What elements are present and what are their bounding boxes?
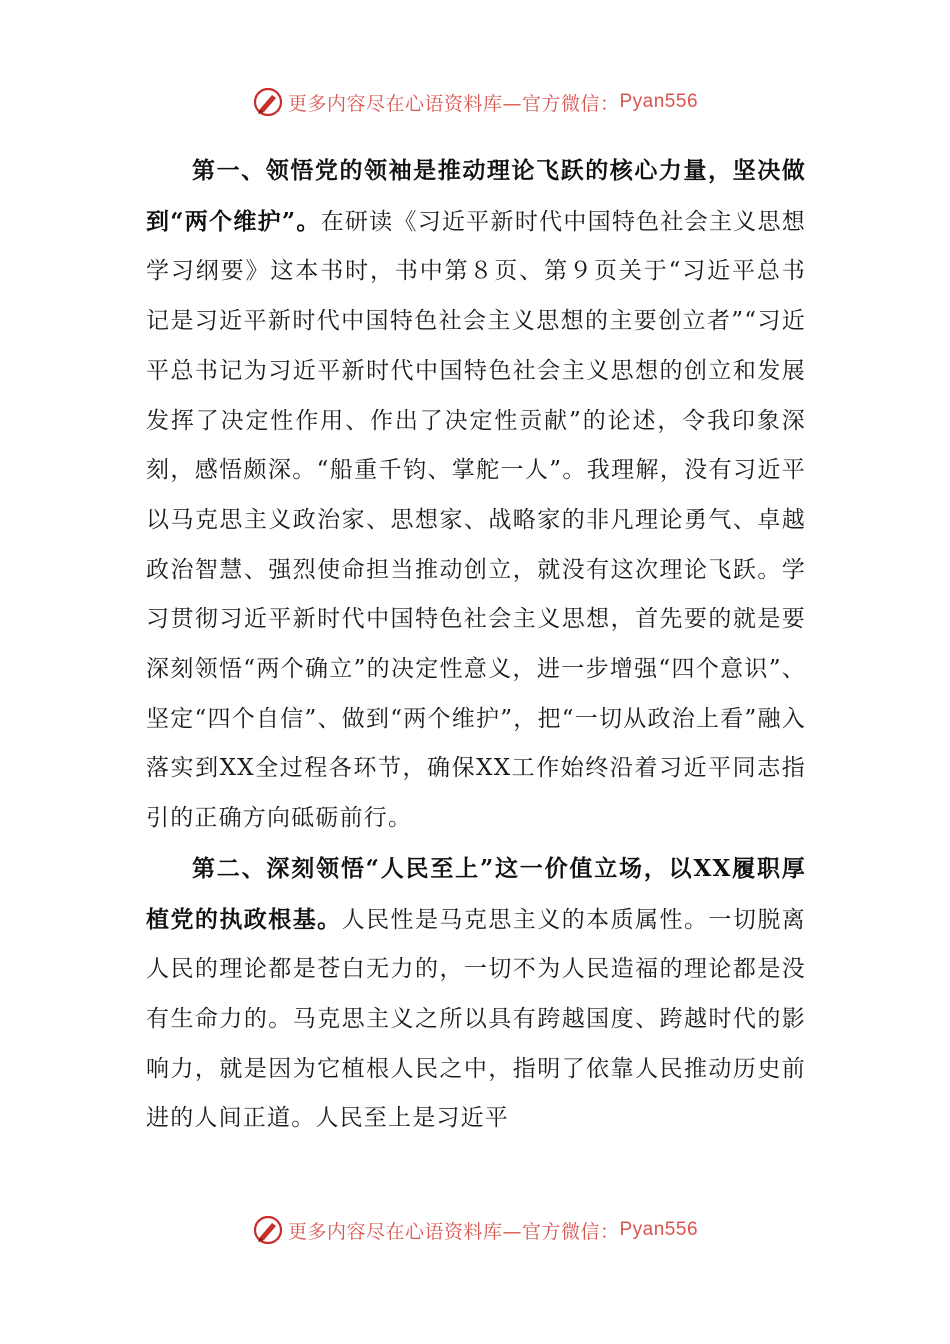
pen-logo-icon xyxy=(252,1214,284,1246)
paragraph-1 xyxy=(146,146,806,844)
header-banner-text: 更多内容尽在心语资料库—官方微信： xyxy=(287,92,620,115)
paragraph-2-heading: 第二、深刻领悟“人民至上”这一价值立场，以XX履职厚植党的执政根基。 xyxy=(146,854,806,933)
paragraph-1-heading: 第一、领悟党的领袖是推动理论飞跃的核心力量，坚决做到“两个维护”。 xyxy=(146,157,806,235)
header-banner xyxy=(0,80,950,124)
footer-banner-text: 更多内容尽在心语资料库—官方微信： xyxy=(287,1220,620,1243)
paragraph-2-body: 人民性是马克思主义的本质属性。一切脱离人民的理论都是苍白无力的，一切不为人民造福的理论都是没有生命力的。马克思主义之所以具有跨越国度、跨越时代的影响力，就是因为它植根人民之中，指明了依靠人民推动历史前进的人间正道。人民至上是习近平 xyxy=(146,906,806,1132)
header-wechat-id: Pyan556 xyxy=(619,91,699,112)
paragraph-2 xyxy=(146,844,806,1144)
pen-logo-icon xyxy=(252,86,284,118)
footer-wechat-id: Pyan556 xyxy=(619,1219,699,1240)
document-body xyxy=(146,146,806,1196)
paragraph-1-body: 在研读《习近平新时代中国特色社会主义思想学习纲要》这本书时，书中第８页、第９页关于“习近平总书记是习近平新时代中国特色社会主义思想的主要创立者”“习近平总书记为习近平新时代中国特色社会主义思想的创立和发展发挥了决定性作用、作出了决定性贡献”的论述，令我印象深刻，感悟颇深。“船重千钧、掌舵一人”。我理解，没有习近平以马克思主义政治家、思想家、战略家的非凡理论勇气、卓越政治智慧、强烈使命担当推动创立，就没有这次理论飞跃。学习贯彻习近平新时代中国特色社会主义思想，首先要的就是要深刻领悟“两个确立”的决定性意义，进一步增强“四个意识”、坚定“四个自信”、做到“两个维护”，把“一切从政治上看”融入落实到XX全过程各环节，确保XX工作始终沿着习近平同志指引的正确方向砥砺前行。 xyxy=(146,208,806,832)
footer-banner xyxy=(0,1208,950,1252)
